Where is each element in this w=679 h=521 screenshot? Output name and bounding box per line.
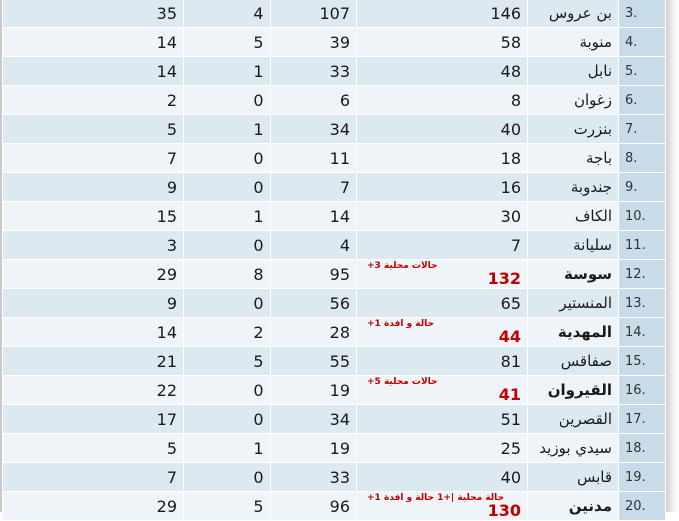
- row-index: 18.: [619, 434, 666, 463]
- total-value: 58: [500, 32, 521, 52]
- col-2-value: 4: [184, 0, 271, 28]
- row-index: 5.: [619, 57, 666, 86]
- total-cell: [357, 28, 528, 57]
- total-cell: [357, 0, 528, 28]
- total-value: 25: [500, 438, 521, 458]
- col-3-value: 95: [270, 260, 357, 289]
- col-3-value: 56: [270, 289, 357, 318]
- total-cell: [357, 202, 528, 231]
- col-2-value: 1: [184, 202, 271, 231]
- col-1-value: 29: [3, 492, 184, 521]
- total-cell: [357, 86, 528, 115]
- total-cell: [357, 376, 528, 405]
- col-2-value: 0: [184, 376, 271, 405]
- col-2-value: 5: [184, 347, 271, 376]
- total-value: 18: [500, 148, 521, 168]
- governorate-name: القصرين: [528, 405, 619, 434]
- row-index: 17.: [619, 405, 666, 434]
- col-1-value: 14: [3, 28, 184, 57]
- col-3-value: 39: [270, 28, 357, 57]
- total-value: 8: [510, 90, 521, 110]
- col-2-value: 5: [184, 28, 271, 57]
- governorate-name: قابس: [528, 463, 619, 492]
- col-3-value: 19: [270, 376, 357, 405]
- case-note: +1 حالة محلية |+1 حالة و افدة: [367, 493, 505, 503]
- col-3-value: 96: [270, 492, 357, 521]
- col-3-value: 34: [270, 115, 357, 144]
- col-3-value: 34: [270, 405, 357, 434]
- table-row: [3, 86, 666, 115]
- row-index: 7.: [619, 115, 666, 144]
- total-value: 44: [498, 326, 521, 346]
- table-row: [3, 115, 666, 144]
- total-value: 81: [500, 351, 521, 371]
- col-2-value: 0: [184, 144, 271, 173]
- case-note: +1 حالة و افدة: [367, 319, 434, 329]
- governorate-name: سليانة: [528, 231, 619, 260]
- table-row: [3, 376, 666, 405]
- total-value: 41: [498, 384, 521, 404]
- total-cell: [357, 463, 528, 492]
- total-cell: [357, 115, 528, 144]
- governorate-name: جندوبة: [528, 173, 619, 202]
- row-index: 3.: [619, 0, 666, 28]
- col-1-value: 7: [3, 144, 184, 173]
- col-3-value: 11: [270, 144, 357, 173]
- table-row: [3, 0, 666, 28]
- total-value: 65: [500, 293, 521, 313]
- row-index: 12.: [619, 260, 666, 289]
- total-cell: [357, 347, 528, 376]
- col-3-value: 14: [270, 202, 357, 231]
- col-3-value: 4: [270, 231, 357, 260]
- total-cell: [357, 492, 528, 521]
- row-index: 20.: [619, 492, 666, 521]
- governorate-cases-table: [2, 0, 666, 521]
- col-2-value: 0: [184, 405, 271, 434]
- col-2-value: 0: [184, 463, 271, 492]
- col-1-value: 9: [3, 173, 184, 202]
- governorate-name: الكاف: [528, 202, 619, 231]
- row-index: 10.: [619, 202, 666, 231]
- total-value: 51: [500, 409, 521, 429]
- table-row: [3, 434, 666, 463]
- total-value: 48: [500, 61, 521, 81]
- col-3-value: 33: [270, 57, 357, 86]
- table-row: [3, 289, 666, 318]
- governorate-name: صفاقس: [528, 347, 619, 376]
- col-1-value: 14: [3, 318, 184, 347]
- total-cell: [357, 144, 528, 173]
- table-body: [3, 0, 666, 521]
- col-2-value: 0: [184, 173, 271, 202]
- total-cell: [357, 57, 528, 86]
- governorate-name: المنستير: [528, 289, 619, 318]
- total-cell: [357, 260, 528, 289]
- row-index: 15.: [619, 347, 666, 376]
- col-2-value: 5: [184, 492, 271, 521]
- col-2-value: 1: [184, 434, 271, 463]
- total-cell: [357, 289, 528, 318]
- col-3-value: 55: [270, 347, 357, 376]
- governorate-name: بنزرت: [528, 115, 619, 144]
- governorate-name: مدنين: [528, 492, 619, 521]
- row-index: 8.: [619, 144, 666, 173]
- col-3-value: 33: [270, 463, 357, 492]
- col-2-value: 1: [184, 57, 271, 86]
- col-1-value: 9: [3, 289, 184, 318]
- total-value: 146: [490, 3, 521, 23]
- total-cell: [357, 318, 528, 347]
- col-1-value: 22: [3, 376, 184, 405]
- table-row: [3, 260, 666, 289]
- row-index: 9.: [619, 173, 666, 202]
- table-row: [3, 28, 666, 57]
- col-1-value: 5: [3, 434, 184, 463]
- total-value: 7: [510, 235, 521, 255]
- total-value: 40: [500, 119, 521, 139]
- col-2-value: 0: [184, 289, 271, 318]
- total-value: 30: [500, 206, 521, 226]
- col-1-value: 21: [3, 347, 184, 376]
- total-value: 130: [487, 500, 521, 520]
- table-row: [3, 231, 666, 260]
- total-cell: [357, 231, 528, 260]
- table-row: [3, 463, 666, 492]
- row-index: 11.: [619, 231, 666, 260]
- governorate-name: زغوان: [528, 86, 619, 115]
- col-2-value: 0: [184, 231, 271, 260]
- col-3-value: 7: [270, 173, 357, 202]
- col-2-value: 8: [184, 260, 271, 289]
- table-row: [3, 144, 666, 173]
- col-3-value: 107: [270, 0, 357, 28]
- row-index: 13.: [619, 289, 666, 318]
- row-index: 19.: [619, 463, 666, 492]
- table-row: [3, 173, 666, 202]
- governorate-name: سوسة: [528, 260, 619, 289]
- col-1-value: 2: [3, 86, 184, 115]
- col-1-value: 5: [3, 115, 184, 144]
- col-2-value: 0: [184, 86, 271, 115]
- col-1-value: 17: [3, 405, 184, 434]
- total-cell: [357, 405, 528, 434]
- col-1-value: 15: [3, 202, 184, 231]
- col-1-value: 7: [3, 463, 184, 492]
- total-cell: [357, 173, 528, 202]
- page-right-shadow: [666, 0, 679, 512]
- col-1-value: 29: [3, 260, 184, 289]
- row-index: 6.: [619, 86, 666, 115]
- col-3-value: 19: [270, 434, 357, 463]
- col-1-value: 35: [3, 0, 184, 28]
- table-row: [3, 202, 666, 231]
- col-2-value: 2: [184, 318, 271, 347]
- col-1-value: 14: [3, 57, 184, 86]
- table-row: [3, 347, 666, 376]
- row-index: 4.: [619, 28, 666, 57]
- col-2-value: 1: [184, 115, 271, 144]
- governorate-name: نابل: [528, 57, 619, 86]
- col-1-value: 3: [3, 231, 184, 260]
- total-cell: [357, 434, 528, 463]
- governorate-name: بن عروس: [528, 0, 619, 28]
- governorate-name: باجة: [528, 144, 619, 173]
- row-index: 16.: [619, 376, 666, 405]
- row-index: 14.: [619, 318, 666, 347]
- table-row: [3, 318, 666, 347]
- col-3-value: 28: [270, 318, 357, 347]
- governorate-name: سيدي بوزيد: [528, 434, 619, 463]
- governorate-name: المهدية: [528, 318, 619, 347]
- table-row: [3, 57, 666, 86]
- governorate-name: القيروان: [528, 376, 619, 405]
- case-note: +3 حالات محلية: [367, 261, 438, 271]
- governorate-name: منوبة: [528, 28, 619, 57]
- total-value: 40: [500, 467, 521, 487]
- total-value: 16: [500, 177, 521, 197]
- table-row: [3, 492, 666, 521]
- col-3-value: 6: [270, 86, 357, 115]
- table-row: [3, 405, 666, 434]
- case-note: +5 حالات محلية: [367, 377, 438, 387]
- total-value: 132: [487, 268, 521, 288]
